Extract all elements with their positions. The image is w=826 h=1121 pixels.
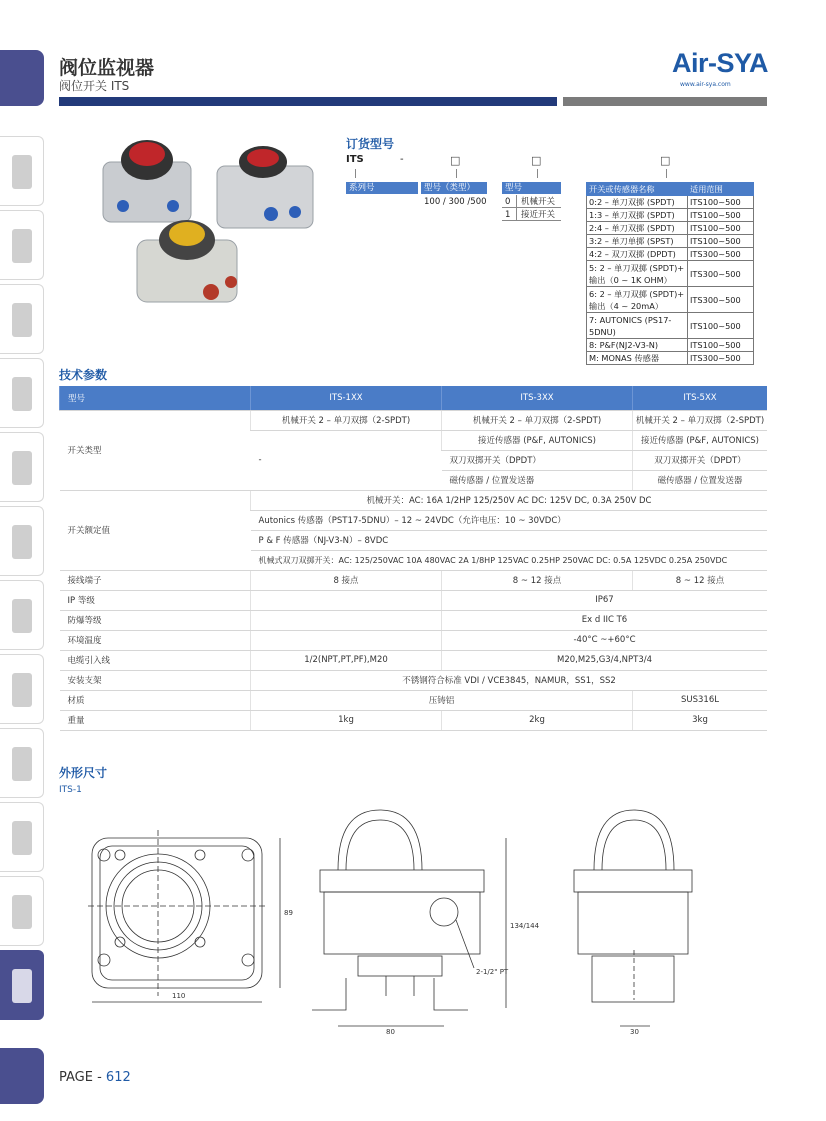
category-tab-9[interactable] <box>0 728 44 798</box>
switch-range: ITS300~500 <box>688 352 754 365</box>
spec-label: 重量 <box>60 710 251 730</box>
spec-table <box>59 386 767 731</box>
category-tab-5[interactable] <box>0 432 44 502</box>
table-row <box>587 196 754 209</box>
page-subtitle: 阀位开关 ITS <box>59 79 130 93</box>
front-view <box>574 810 692 1026</box>
spec-cell: 双刀双掷开关（DPDT） <box>633 450 768 470</box>
table-header-row <box>60 386 768 410</box>
switch-name: 1:3 – 单刀双掷 (SPDT) <box>587 209 688 222</box>
ordering-box-model: □ <box>531 154 542 167</box>
spec-cell: 机械开关 2 – 单刀双掷（2-SPDT) <box>442 410 633 430</box>
switch-range: ITS100~500 <box>688 235 754 248</box>
product-icon <box>12 155 32 189</box>
product-icon <box>12 377 32 411</box>
spec-label: 材质 <box>60 690 251 710</box>
table-row <box>587 287 754 313</box>
switch-range: ITS100~500 <box>688 209 754 222</box>
ordering-code: ITS <box>346 154 364 165</box>
product-icon <box>12 525 32 559</box>
dim-height-134: 134/144 <box>510 922 540 930</box>
dim-width-80: 80 <box>386 1028 395 1036</box>
dim-height-89: 89 <box>284 909 293 917</box>
spec-cell: 磁传感器 / 位置发送器 <box>633 470 768 490</box>
ordering-dash: - <box>400 154 404 165</box>
spec-label: 接线端子 <box>60 570 251 590</box>
table-row <box>60 490 768 510</box>
spec-label: 开关类型 <box>60 410 251 490</box>
category-tab-limit-switch[interactable] <box>0 950 44 1020</box>
category-tab-6[interactable] <box>0 506 44 576</box>
spec-cell: 双刀双掷开关（DPDT） <box>442 450 633 470</box>
switch-range: ITS100~500 <box>688 313 754 339</box>
switch-name: 0:2 – 单刀双掷 (SPDT) <box>587 196 688 209</box>
ordering-tick <box>456 169 457 178</box>
spec-cell: Autonics 传感器（PST17-5DNU）– 12 ~ 24VDC（允许电压：10 ~ 30VDC） <box>251 510 768 530</box>
spec-cell: -40°C ~+60°C <box>442 630 768 650</box>
switch-name: 4:2 – 双刀双掷 (DPDT) <box>587 248 688 261</box>
spec-heading: 技术参数 <box>59 368 108 382</box>
model-name: 接近开关 <box>521 210 556 220</box>
spec-cell: 磁传感器 / 位置发送器 <box>442 470 633 490</box>
table-row <box>587 313 754 339</box>
spec-cell: 压铸铝 <box>251 690 633 710</box>
product-icon <box>12 747 32 781</box>
brand-logo: Air-SYA <box>672 48 769 78</box>
dimension-drawing <box>88 800 708 1040</box>
table-row <box>587 222 754 235</box>
product-icon <box>12 821 32 855</box>
page-number: 612 <box>105 1070 131 1085</box>
model-divider <box>502 207 561 208</box>
type-values: 100 / 300 /500 <box>424 197 487 207</box>
spec-cell: P & F 传感器（NJ-V3-N）– 8VDC <box>251 530 768 550</box>
spec-cell <box>251 630 442 650</box>
switch-name: 5: 2 – 单刀双掷 (SPDT)+ 输出（0 ~ 1K OHM） <box>587 261 688 287</box>
table-row <box>587 261 754 287</box>
category-tab-7[interactable] <box>0 580 44 650</box>
top-view <box>88 830 280 1002</box>
spec-label: 电缆引入线 <box>60 650 251 670</box>
header-bar-grey <box>563 97 767 106</box>
switch-options-table <box>586 182 754 365</box>
spec-cell: 8 ~ 12 接点 <box>633 570 768 590</box>
table-row <box>60 690 768 710</box>
ordering-box-switch: □ <box>660 154 671 167</box>
table-row <box>587 235 754 248</box>
table-row <box>60 630 768 650</box>
category-tab-3[interactable] <box>0 284 44 354</box>
model-divider <box>502 220 561 221</box>
product-icon <box>12 673 32 707</box>
limit-switch-icon <box>12 969 32 1003</box>
spec-cell: 不锈钢符合标准 VDI / VCE3845，NAMUR，SS1，SS2 <box>251 670 768 690</box>
switch-name: 3:2 – 单刀单掷 (SPST) <box>587 235 688 248</box>
spec-label: 环境温度 <box>60 630 251 650</box>
product-icon <box>12 229 32 263</box>
switch-range: ITS100~500 <box>688 222 754 235</box>
spec-cell: SUS316L <box>633 690 768 710</box>
ordering-tick <box>537 169 538 178</box>
dim-width-110: 110 <box>172 992 186 1000</box>
spec-label: 防爆等级 <box>60 610 251 630</box>
series-label: 系列号 <box>346 182 418 194</box>
category-tab-1[interactable] <box>0 136 44 206</box>
switch-range: ITS100~500 <box>688 196 754 209</box>
switch-name: 2:4 – 单刀双掷 (SPDT) <box>587 222 688 235</box>
spec-cell: Ex d IIC T6 <box>442 610 768 630</box>
spec-cell: M20,M25,G3/4,NPT3/4 <box>442 650 768 670</box>
category-tab-10[interactable] <box>0 802 44 872</box>
table-row <box>587 248 754 261</box>
page-footer <box>59 1070 131 1085</box>
dimensions-heading: 外形尺寸 <box>59 766 108 780</box>
page-label: PAGE - <box>59 1070 106 1085</box>
spec-cell: 接近传感器 (P&F, AUTONICS) <box>442 430 633 450</box>
model-code: 1 <box>505 210 511 220</box>
table-row <box>60 710 768 730</box>
table-row <box>60 590 768 610</box>
switch-header-name: 开关或传感器名称 <box>587 183 688 196</box>
table-row <box>60 570 768 590</box>
spec-label: 安装支架 <box>60 670 251 690</box>
switch-range: ITS300~500 <box>688 287 754 313</box>
switch-name: 8: P&F(NJ2-V3-N) <box>587 339 688 352</box>
table-row <box>60 410 768 430</box>
page-title: 阀位监视器 <box>59 57 155 79</box>
category-tab-2[interactable] <box>0 210 44 280</box>
product-photo <box>95 132 325 312</box>
spec-cell: - <box>251 430 442 490</box>
model-divider <box>516 195 517 221</box>
spec-cell: 机械式双刀双掷开关：AC: 125/250VAC 10A 480VAC 2A 1/8HP 125VAC 0.25HP 250VAC DC: 0.5A 125VDC 0.25A 250VDC <box>251 550 768 570</box>
model-name: 机械开关 <box>521 197 556 207</box>
spec-cell: IP67 <box>442 590 768 610</box>
switch-range: ITS300~500 <box>688 248 754 261</box>
ordering-box-type: □ <box>450 154 461 167</box>
ordering-heading: 订货型号 <box>346 137 395 151</box>
switch-range: ITS100~500 <box>688 339 754 352</box>
spec-cell: 机械开关 2 – 单刀双掷（2-SPDT) <box>633 410 768 430</box>
dim-thread: 2-1/2" PT <box>476 968 509 976</box>
product-icon <box>12 599 32 633</box>
switch-name: 7: AUTONICS (PS17-5DNU) <box>587 313 688 339</box>
brand-url: www.air-sya.com <box>680 81 731 88</box>
category-tab-8[interactable] <box>0 654 44 724</box>
product-icon <box>12 895 32 929</box>
spec-cell: 8 接点 <box>251 570 442 590</box>
spec-cell: 1/2(NPT,PT,PF),M20 <box>251 650 442 670</box>
spec-header: ITS-5XX <box>633 386 768 410</box>
product-icon <box>12 451 32 485</box>
spec-cell: 接近传感器 (P&F, AUTONICS) <box>633 430 768 450</box>
spec-cell: 机械开关：AC: 16A 1/2HP 125/250V AC DC: 125V DC, 0.3A 250V DC <box>251 490 768 510</box>
category-tab-11[interactable] <box>0 876 44 946</box>
spec-header: ITS-3XX <box>442 386 633 410</box>
spec-cell <box>251 610 442 630</box>
side-view <box>312 810 506 1026</box>
model-code: 0 <box>505 197 511 207</box>
table-row <box>60 670 768 690</box>
spec-cell: 3kg <box>633 710 768 730</box>
spec-cell <box>251 590 442 610</box>
spec-header: ITS-1XX <box>251 386 442 410</box>
table-row <box>60 650 768 670</box>
section-tab-top[interactable] <box>0 50 44 106</box>
product-icon <box>12 303 32 337</box>
table-row <box>587 209 754 222</box>
type-label: 型号（类型） <box>421 182 487 194</box>
switch-range: ITS300~500 <box>688 261 754 287</box>
table-row <box>60 610 768 630</box>
table-row <box>587 339 754 352</box>
dim-width-30: 30 <box>630 1028 639 1036</box>
header-bar <box>59 97 557 106</box>
ordering-tick <box>666 169 667 178</box>
spec-cell: 机械开关 2 – 单刀双掷（2-SPDT) <box>251 410 442 430</box>
switch-name: M: MONAS 传感器 <box>587 352 688 365</box>
spec-label: 开关额定值 <box>60 490 251 570</box>
spec-cell: 1kg <box>251 710 442 730</box>
switch-name: 6: 2 – 单刀双掷 (SPDT)+ 输出（4 ~ 20mA） <box>587 287 688 313</box>
model-label: 型号 <box>502 182 561 194</box>
section-tab-bottom[interactable] <box>0 1048 44 1104</box>
spec-cell: 8 ~ 12 接点 <box>442 570 633 590</box>
switch-header-range: 适用范围 <box>688 183 754 196</box>
category-tab-4[interactable] <box>0 358 44 428</box>
spec-header: 型号 <box>60 386 251 410</box>
dimensions-model: ITS-1 <box>59 785 82 795</box>
spec-cell: 2kg <box>442 710 633 730</box>
table-row <box>587 352 754 365</box>
spec-label: IP 等级 <box>60 590 251 610</box>
ordering-tick <box>355 169 356 178</box>
